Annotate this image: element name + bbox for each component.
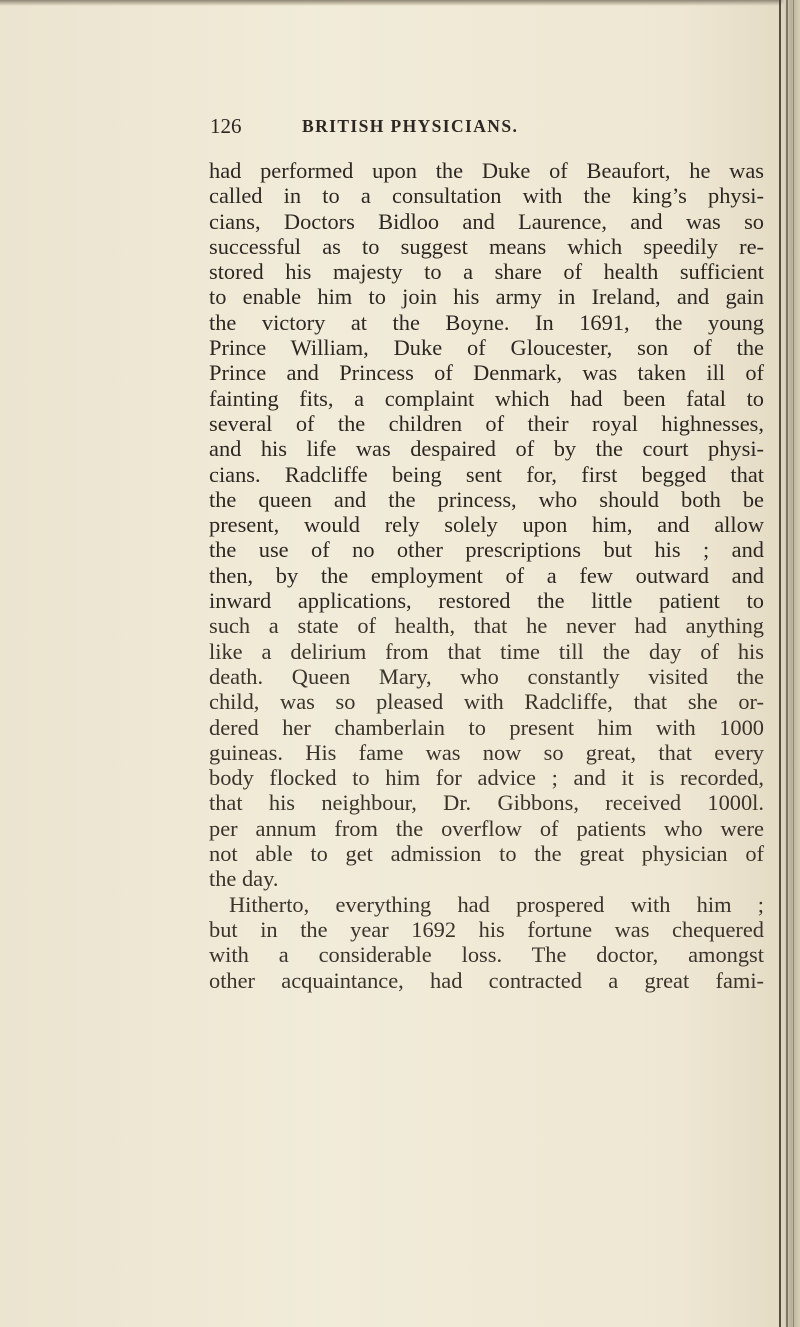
text-line: inward applications, restored the little patient to <box>209 588 764 614</box>
text-line: stored his majesty to a share of health sufficient <box>209 259 764 285</box>
text-line: the queen and the princess, who should both be <box>209 486 764 512</box>
text-line: the use of no other prescriptions but his ; and <box>209 537 764 563</box>
body-text <box>209 158 764 993</box>
text-line: guineas. His fame was now so great, that every <box>209 739 764 765</box>
text-line: cians. Radcliffe being sent for, first begged that <box>209 461 764 487</box>
text-line: had performed upon the Duke of Beaufort, he was <box>209 158 764 183</box>
text-line: other acquaintance, had contracted a great fami- <box>209 967 764 993</box>
page-number: 126 <box>210 114 242 138</box>
text-line: body flocked to him for advice ; and it is recorded, <box>209 765 764 791</box>
running-title: BRITISH PHYSICIANS. <box>302 116 519 136</box>
binding-shadow-line <box>786 0 788 1327</box>
text-line: to enable him to join his army in Ireland, and gain <box>209 284 764 310</box>
text-line: fainting fits, a complaint which had been fatal to <box>209 385 764 411</box>
text-line: that his neighbour, Dr. Gibbons, received 1000l. <box>209 790 764 816</box>
text-line: and his life was despaired of by the court physi- <box>209 436 764 462</box>
text-line: child, was so pleased with Radcliffe, that she or- <box>209 689 764 715</box>
text-line: Hitherto, everything had prospered with him ; <box>229 891 764 917</box>
text-line: the day. <box>209 866 279 892</box>
binding-shadow-line <box>779 0 781 1327</box>
text-line: with a considerable loss. The doctor, amongst <box>209 942 764 968</box>
text-line: like a delirium from that time till the day of his <box>209 638 764 664</box>
text-line: then, by the employment of a few outward and <box>209 562 764 588</box>
text-line: several of the children of their royal highnesses, <box>209 410 764 436</box>
text-line: not able to get admission to the great physician of <box>209 841 764 867</box>
text-line: present, would rely solely upon him, and allow <box>209 512 764 538</box>
text-line: Prince William, Duke of Gloucester, son of the <box>209 335 764 361</box>
text-line: but in the year 1692 his fortune was chequered <box>209 916 764 942</box>
text-line: the victory at the Boyne. In 1691, the young <box>209 309 764 335</box>
text-line: Prince and Princess of Denmark, was taken ill of <box>209 360 764 386</box>
binding-shadow-line <box>793 0 794 1327</box>
text-line: cians, Doctors Bidloo and Laurence, and was so <box>209 208 764 234</box>
text-line: dered her chamberlain to present him with 1000 <box>209 714 764 740</box>
text-line: death. Queen Mary, who constantly visited the <box>209 663 764 689</box>
page-binding-edge <box>778 0 800 1327</box>
text-line: successful as to suggest means which speedily re- <box>209 233 764 259</box>
text-line: such a state of health, that he never had anything <box>209 613 764 639</box>
page-top-edge <box>0 0 800 6</box>
text-line: per annum from the overflow of patients who were <box>209 815 764 841</box>
text-line: called in to a consultation with the king’s physi- <box>209 183 764 209</box>
